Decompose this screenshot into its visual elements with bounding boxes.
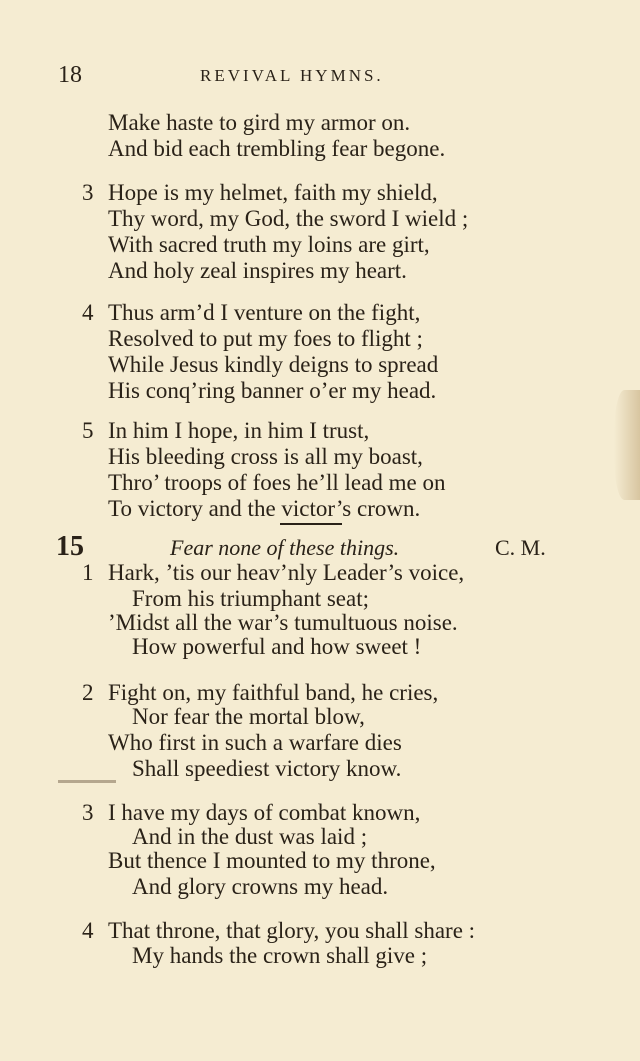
stanza-number: 3 xyxy=(82,180,94,205)
hymn-meter: C. M. xyxy=(495,535,546,560)
page-number: 18 xyxy=(58,62,82,88)
verse-line: Who first in such a warfare dies xyxy=(108,730,402,755)
verse-line: To victory and the victor’s crown. xyxy=(108,496,421,521)
verse-line: His bleeding cross is all my boast, xyxy=(108,444,423,469)
verse-line: Shall speediest victory know. xyxy=(132,756,402,781)
stanza-number: 1 xyxy=(82,560,94,585)
verse-line: Thro’ troops of foes he’ll lead me on xyxy=(108,470,446,495)
page-edge-shadow xyxy=(614,390,640,500)
page-header xyxy=(0,62,640,92)
stanza-number: 5 xyxy=(82,418,94,443)
verse-line: Thy word, my God, the sword I wield ; xyxy=(108,206,469,231)
verse-line: And glory crowns my head. xyxy=(132,874,389,899)
verse-line: And bid each trembling fear begone. xyxy=(108,136,446,161)
verse-line: With sacred truth my loins are girt, xyxy=(108,232,430,257)
verse-line: From his triumphant seat; xyxy=(132,586,370,611)
verse-line: His conq’ring banner o’er my head. xyxy=(108,378,437,403)
hymn-number: 15 xyxy=(56,531,84,562)
verse-line: Hope is my helmet, faith my shield, xyxy=(108,180,438,205)
verse-line: In him I hope, in him I trust, xyxy=(108,418,370,443)
stanza-number: 4 xyxy=(82,918,94,943)
verse-line: While Jesus kindly deigns to spread xyxy=(108,352,439,377)
section-divider xyxy=(280,523,342,525)
verse-line: My hands the crown shall give ; xyxy=(132,943,428,968)
stanza-number: 4 xyxy=(82,300,94,325)
verse-line: Fight on, my faithful band, he cries, xyxy=(108,680,439,705)
verse-line: Resolved to put my foes to flight ; xyxy=(108,326,423,351)
running-head: REVIVAL HYMNS. xyxy=(200,66,384,85)
verse-line: Thus arm’d I venture on the fight, xyxy=(108,300,421,325)
stanza-number: 2 xyxy=(82,680,94,705)
verse-line: And in the dust was laid ; xyxy=(132,824,368,849)
verse-line: Make haste to gird my armor on. xyxy=(108,110,411,135)
stanza-number: 3 xyxy=(82,800,94,825)
verse-line: Nor fear the mortal blow, xyxy=(132,704,365,729)
hymn-title: Fear none of these things. xyxy=(170,535,400,560)
ink-smudge xyxy=(58,780,116,783)
verse-line: But thence I mounted to my throne, xyxy=(108,848,436,873)
verse-line: Hark, ’tis our heav’nly Leader’s voice, xyxy=(108,560,465,585)
verse-line: And holy zeal inspires my heart. xyxy=(108,258,407,283)
verse-line: How powerful and how sweet ! xyxy=(132,634,422,659)
verse-line: I have my days of combat known, xyxy=(108,800,421,825)
verse-line: ’Midst all the war’s tumultuous noise. xyxy=(108,610,458,635)
verse-line: That throne, that glory, you shall share : xyxy=(108,918,476,943)
